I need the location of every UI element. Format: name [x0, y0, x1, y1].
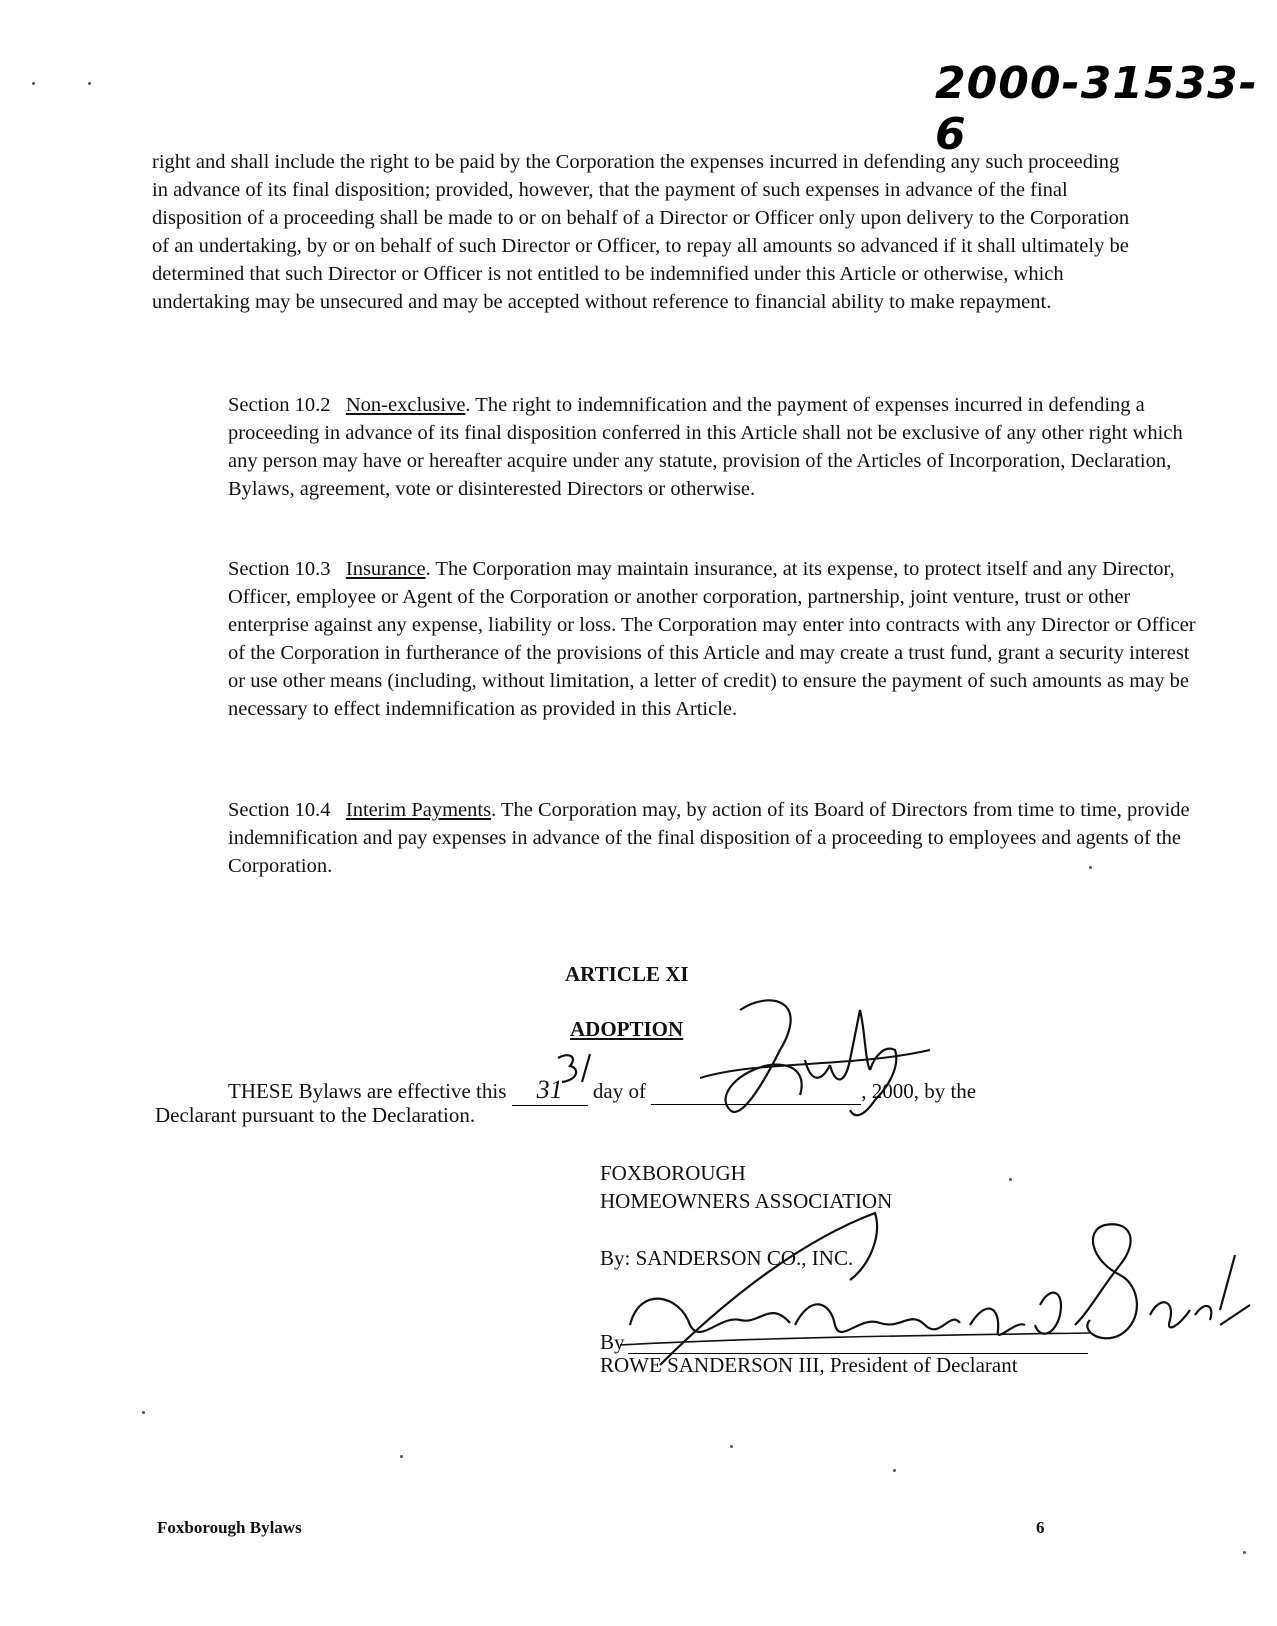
scan-speck — [1009, 1178, 1012, 1181]
document-number: 2000-31533-6 — [935, 58, 1259, 160]
section-label: Section 10.3 — [228, 558, 331, 580]
section-text: . The Corporation may, by action of its Board of Directors from time to time, provide indemnification and pay expenses in advance of the final disposition of a proceeding to employees and agents of the Corporation. — [228, 799, 1190, 877]
scan-speck — [142, 1411, 145, 1414]
scan-speck — [1243, 1551, 1246, 1554]
day-field: 31 — [512, 1075, 588, 1106]
month-field — [651, 1079, 861, 1105]
adoption-lead: THESE Bylaws are effective this — [228, 1079, 507, 1103]
section-10-4 — [152, 796, 1208, 880]
page-number: 6 — [1036, 1518, 1045, 1537]
scan-speck — [32, 82, 35, 85]
section-title: Insurance — [345, 558, 426, 580]
article-heading: ARTICLE XI — [565, 962, 689, 986]
scan-speck — [400, 1455, 403, 1458]
paragraph-continuation: right and shall include the right to be paid by the Corporation the expenses incurred in defending any such proceeding in advance of its final disposition; provided, however, that the payment of such expenses in advance of the final disposition of a proceeding shall be made to or on behalf of a Director or Officer only upon delivery to the Corporation of an undertaking, by or on behalf of such Director or Officer, to repay all amounts so advanced if it shall ultimately be determined that such Director or Officer is not entitled to be indemnified under this Article or otherwise, which undertaking may be unsecured and may be accepted without reference to financial ability to make repayment. — [152, 151, 1130, 313]
article-subheading: ADOPTION — [570, 1017, 684, 1041]
handwritten-month-signature — [700, 990, 940, 1150]
section-text: . The right to indemnification and the payment of expenses incurred in defending a proceeding in advance of its final disposition conferred in this Article shall not be exclusive of any other right which any person may have or hereafter acquire under any statute, provision of the Articles of Incorporation, Declaration, Bylaws, agreement, vote or disinterested Directors or otherwise. — [228, 394, 1183, 500]
section-label: Section 10.4 — [228, 799, 331, 821]
year-text: , 2000, by the — [861, 1079, 977, 1103]
footer-title: Foxborough Bylaws — [157, 1518, 302, 1537]
by-company: By: SANDERSON CO., INC. — [600, 1246, 854, 1270]
scan-speck — [893, 1469, 896, 1472]
day-of-label: day of — [592, 1079, 646, 1103]
signer-name: ROWE SANDERSON III, President of Declarant — [600, 1353, 1018, 1377]
scan-speck — [88, 82, 91, 85]
adoption-sentence — [228, 1075, 976, 1106]
scan-speck — [1089, 866, 1092, 869]
scan-speck — [730, 1445, 733, 1448]
section-label: Section 10.2 — [228, 394, 331, 416]
by-label: By — [600, 1330, 625, 1354]
adoption-line-2: Declarant pursuant to the Declaration. — [155, 1103, 476, 1127]
handwritten-signature — [620, 1205, 1260, 1375]
section-text: . The Corporation may maintain insurance, at its expense, to protect itself and any Director, Officer, employee or Agent of the Corporation or another corporation, partnership, joint venture, trust or other enterprise against any expense, liability or loss. The Corporation may enter into contracts with any Director or Officer of the Corporation in furtherance of the provisions of this Article and may create a trust fund, grant a security interest or use other means (including, without limitation, a letter of credit) to ensure the payment of such amounts as may be necessary to effect indemnification as provided in this Article. — [228, 558, 1196, 720]
section-10-3 — [152, 555, 1208, 723]
org-line-1: FOXBOROUGH — [600, 1161, 746, 1185]
section-10-2 — [152, 391, 1208, 503]
section-title: Interim Payments — [345, 799, 492, 821]
org-line-2: HOMEOWNERS ASSOCIATION — [600, 1189, 893, 1213]
section-title: Non-exclusive — [345, 394, 466, 416]
